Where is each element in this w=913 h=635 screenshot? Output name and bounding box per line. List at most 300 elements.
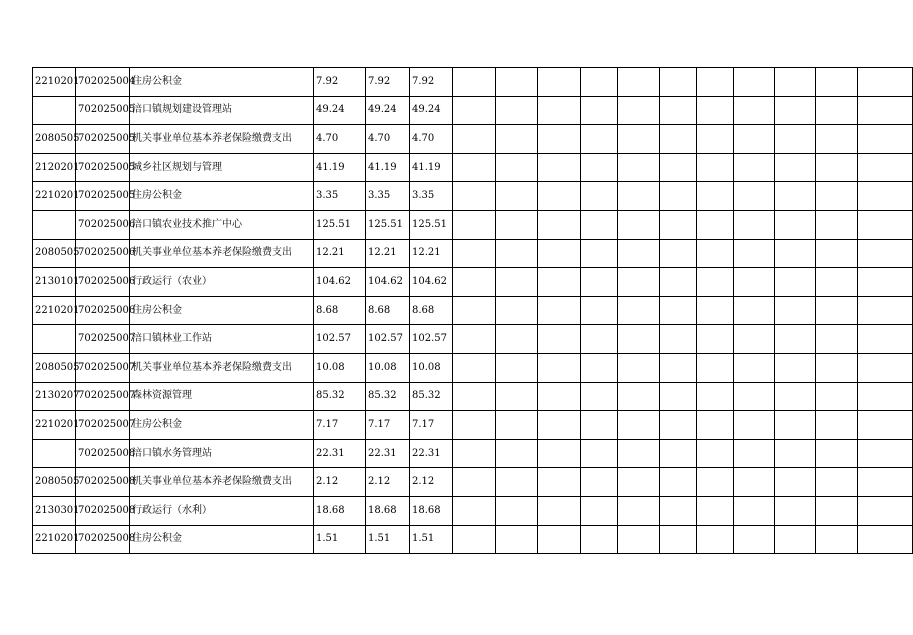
empty-cell <box>618 96 660 125</box>
empty-cell <box>858 325 913 354</box>
empty-cell <box>538 468 581 497</box>
empty-cell <box>538 353 581 382</box>
empty-cell <box>496 468 538 497</box>
unit-code-cell: 702025006 <box>76 210 130 239</box>
empty-cell <box>816 325 858 354</box>
empty-cell <box>734 153 775 182</box>
amount-basic-cell: 4.70 <box>410 125 453 154</box>
empty-cell <box>496 68 538 97</box>
empty-cell <box>816 182 858 211</box>
empty-cell <box>734 325 775 354</box>
amount-total-cell: 102.57 <box>314 325 366 354</box>
empty-cell <box>660 439 697 468</box>
empty-cell <box>453 296 496 325</box>
function-code-cell: 2130101 <box>33 268 76 297</box>
empty-cell <box>496 525 538 554</box>
empty-cell <box>496 382 538 411</box>
empty-cell <box>660 468 697 497</box>
empty-cell <box>858 411 913 440</box>
amount-basic-cell: 18.68 <box>410 496 453 525</box>
amount-basic-cell: 1.51 <box>410 525 453 554</box>
empty-cell <box>618 325 660 354</box>
empty-cell <box>453 353 496 382</box>
empty-cell <box>816 468 858 497</box>
empty-cell <box>453 411 496 440</box>
amount-total-cell: 125.51 <box>314 210 366 239</box>
function-code-cell: 2080505 <box>33 239 76 268</box>
empty-cell <box>453 182 496 211</box>
amount-subtotal-cell: 102.57 <box>366 325 410 354</box>
item-name-cell: 住房公积金 <box>130 182 314 211</box>
table-row <box>33 268 913 297</box>
empty-cell <box>734 496 775 525</box>
amount-subtotal-cell: 125.51 <box>366 210 410 239</box>
empty-cell <box>453 439 496 468</box>
empty-cell <box>697 382 734 411</box>
unit-code-cell: 702025006 <box>76 239 130 268</box>
empty-cell <box>538 325 581 354</box>
empty-cell <box>858 268 913 297</box>
empty-cell <box>775 182 816 211</box>
empty-cell <box>496 296 538 325</box>
amount-basic-cell: 3.35 <box>410 182 453 211</box>
amount-basic-cell: 85.32 <box>410 382 453 411</box>
table-row <box>33 468 913 497</box>
empty-cell <box>581 125 618 154</box>
table-body <box>33 68 913 554</box>
empty-cell <box>775 268 816 297</box>
empty-cell <box>858 439 913 468</box>
amount-total-cell: 7.17 <box>314 411 366 440</box>
empty-cell <box>618 210 660 239</box>
amount-basic-cell: 41.19 <box>410 153 453 182</box>
empty-cell <box>816 68 858 97</box>
empty-cell <box>581 96 618 125</box>
empty-cell <box>581 439 618 468</box>
empty-cell <box>660 296 697 325</box>
item-name-cell: 住房公积金 <box>130 296 314 325</box>
empty-cell <box>816 153 858 182</box>
table-row <box>33 353 913 382</box>
empty-cell <box>858 96 913 125</box>
empty-cell <box>775 496 816 525</box>
empty-cell <box>858 525 913 554</box>
function-code-cell: 2080505 <box>33 353 76 382</box>
table-row <box>33 525 913 554</box>
function-code-cell <box>33 325 76 354</box>
empty-cell <box>734 239 775 268</box>
empty-cell <box>858 382 913 411</box>
table-row <box>33 325 913 354</box>
empty-cell <box>618 125 660 154</box>
unit-code-cell: 702025007 <box>76 382 130 411</box>
amount-basic-cell: 2.12 <box>410 468 453 497</box>
empty-cell <box>775 210 816 239</box>
table-row <box>33 439 913 468</box>
empty-cell <box>697 353 734 382</box>
empty-cell <box>618 353 660 382</box>
empty-cell <box>816 525 858 554</box>
unit-code-cell: 702025008 <box>76 496 130 525</box>
unit-code-cell: 702025006 <box>76 268 130 297</box>
empty-cell <box>660 96 697 125</box>
function-code-cell <box>33 439 76 468</box>
unit-code-cell: 702025005 <box>76 182 130 211</box>
empty-cell <box>775 296 816 325</box>
empty-cell <box>816 411 858 440</box>
empty-cell <box>618 468 660 497</box>
table-row <box>33 96 913 125</box>
empty-cell <box>496 96 538 125</box>
empty-cell <box>775 125 816 154</box>
empty-cell <box>734 468 775 497</box>
item-name-cell: 机关事业单位基本养老保险缴费支出 <box>130 353 314 382</box>
amount-total-cell: 41.19 <box>314 153 366 182</box>
empty-cell <box>734 96 775 125</box>
empty-cell <box>538 525 581 554</box>
amount-subtotal-cell: 2.12 <box>366 468 410 497</box>
empty-cell <box>618 182 660 211</box>
empty-cell <box>775 382 816 411</box>
item-name-cell: 住房公积金 <box>130 411 314 440</box>
amount-total-cell: 8.68 <box>314 296 366 325</box>
amount-subtotal-cell: 1.51 <box>366 525 410 554</box>
amount-subtotal-cell: 49.24 <box>366 96 410 125</box>
amount-basic-cell: 22.31 <box>410 439 453 468</box>
amount-subtotal-cell: 22.31 <box>366 439 410 468</box>
empty-cell <box>858 468 913 497</box>
empty-cell <box>453 325 496 354</box>
function-code-cell: 2210201 <box>33 182 76 211</box>
empty-cell <box>581 411 618 440</box>
function-code-cell: 2120201 <box>33 153 76 182</box>
amount-basic-cell: 7.17 <box>410 411 453 440</box>
empty-cell <box>775 68 816 97</box>
empty-cell <box>775 525 816 554</box>
amount-basic-cell: 49.24 <box>410 96 453 125</box>
function-code-cell: 2210201 <box>33 411 76 440</box>
table-row <box>33 68 913 97</box>
function-code-cell: 2130301 <box>33 496 76 525</box>
empty-cell <box>660 210 697 239</box>
function-code-cell: 2080505 <box>33 468 76 497</box>
amount-basic-cell: 125.51 <box>410 210 453 239</box>
empty-cell <box>816 353 858 382</box>
amount-total-cell: 22.31 <box>314 439 366 468</box>
empty-cell <box>775 96 816 125</box>
empty-cell <box>618 439 660 468</box>
empty-cell <box>581 68 618 97</box>
amount-total-cell: 12.21 <box>314 239 366 268</box>
empty-cell <box>816 296 858 325</box>
empty-cell <box>775 439 816 468</box>
empty-cell <box>618 68 660 97</box>
empty-cell <box>858 210 913 239</box>
empty-cell <box>858 125 913 154</box>
item-name-cell: 行政运行（水利） <box>130 496 314 525</box>
unit-code-cell: 702025004 <box>76 68 130 97</box>
amount-subtotal-cell: 104.62 <box>366 268 410 297</box>
empty-cell <box>816 268 858 297</box>
empty-cell <box>697 325 734 354</box>
empty-cell <box>816 382 858 411</box>
empty-cell <box>660 182 697 211</box>
amount-subtotal-cell: 7.17 <box>366 411 410 440</box>
unit-code-cell: 702025008 <box>76 468 130 497</box>
function-code-cell: 2210201 <box>33 68 76 97</box>
empty-cell <box>697 268 734 297</box>
empty-cell <box>618 496 660 525</box>
empty-cell <box>581 353 618 382</box>
empty-cell <box>697 239 734 268</box>
empty-cell <box>496 125 538 154</box>
item-name-cell: 森林资源管理 <box>130 382 314 411</box>
item-name-cell: 涪口镇水务管理站 <box>130 439 314 468</box>
amount-total-cell: 4.70 <box>314 125 366 154</box>
empty-cell <box>538 182 581 211</box>
item-name-cell: 机关事业单位基本养老保险缴费支出 <box>130 239 314 268</box>
empty-cell <box>734 125 775 154</box>
empty-cell <box>538 125 581 154</box>
empty-cell <box>581 325 618 354</box>
empty-cell <box>581 182 618 211</box>
empty-cell <box>618 153 660 182</box>
empty-cell <box>775 353 816 382</box>
function-code-cell: 2210201 <box>33 525 76 554</box>
empty-cell <box>858 353 913 382</box>
item-name-cell: 机关事业单位基本养老保险缴费支出 <box>130 468 314 497</box>
empty-cell <box>697 96 734 125</box>
empty-cell <box>538 239 581 268</box>
empty-cell <box>775 468 816 497</box>
empty-cell <box>581 468 618 497</box>
empty-cell <box>697 525 734 554</box>
empty-cell <box>697 439 734 468</box>
amount-total-cell: 49.24 <box>314 96 366 125</box>
item-name-cell: 行政运行（农业） <box>130 268 314 297</box>
empty-cell <box>453 125 496 154</box>
unit-code-cell: 702025005 <box>76 96 130 125</box>
empty-cell <box>697 411 734 440</box>
amount-subtotal-cell: 7.92 <box>366 68 410 97</box>
empty-cell <box>816 439 858 468</box>
empty-cell <box>496 325 538 354</box>
function-code-cell: 2130207 <box>33 382 76 411</box>
amount-basic-cell: 8.68 <box>410 296 453 325</box>
amount-subtotal-cell: 18.68 <box>366 496 410 525</box>
amount-basic-cell: 102.57 <box>410 325 453 354</box>
item-name-cell: 住房公积金 <box>130 525 314 554</box>
unit-code-cell: 702025006 <box>76 296 130 325</box>
empty-cell <box>858 496 913 525</box>
empty-cell <box>496 182 538 211</box>
empty-cell <box>697 296 734 325</box>
empty-cell <box>496 496 538 525</box>
empty-cell <box>734 210 775 239</box>
empty-cell <box>581 525 618 554</box>
empty-cell <box>453 153 496 182</box>
empty-cell <box>538 496 581 525</box>
empty-cell <box>734 382 775 411</box>
empty-cell <box>453 496 496 525</box>
empty-cell <box>775 153 816 182</box>
unit-code-cell: 702025007 <box>76 353 130 382</box>
table-row <box>33 182 913 211</box>
table-row <box>33 125 913 154</box>
empty-cell <box>660 68 697 97</box>
empty-cell <box>538 210 581 239</box>
empty-cell <box>734 182 775 211</box>
empty-cell <box>453 68 496 97</box>
empty-cell <box>496 153 538 182</box>
item-name-cell: 涪口镇林业工作站 <box>130 325 314 354</box>
empty-cell <box>734 268 775 297</box>
empty-cell <box>496 411 538 440</box>
amount-basic-cell: 10.08 <box>410 353 453 382</box>
amount-total-cell: 1.51 <box>314 525 366 554</box>
empty-cell <box>453 468 496 497</box>
table-row <box>33 296 913 325</box>
empty-cell <box>697 210 734 239</box>
amount-subtotal-cell: 4.70 <box>366 125 410 154</box>
empty-cell <box>775 411 816 440</box>
empty-cell <box>697 125 734 154</box>
amount-subtotal-cell: 85.32 <box>366 382 410 411</box>
empty-cell <box>618 296 660 325</box>
empty-cell <box>660 496 697 525</box>
empty-cell <box>660 125 697 154</box>
empty-cell <box>538 96 581 125</box>
empty-cell <box>734 439 775 468</box>
empty-cell <box>734 296 775 325</box>
empty-cell <box>618 525 660 554</box>
empty-cell <box>734 68 775 97</box>
empty-cell <box>734 353 775 382</box>
amount-total-cell: 10.08 <box>314 353 366 382</box>
empty-cell <box>697 68 734 97</box>
empty-cell <box>538 296 581 325</box>
empty-cell <box>697 182 734 211</box>
empty-cell <box>660 153 697 182</box>
empty-cell <box>581 296 618 325</box>
empty-cell <box>660 411 697 440</box>
empty-cell <box>697 468 734 497</box>
empty-cell <box>581 268 618 297</box>
empty-cell <box>453 382 496 411</box>
empty-cell <box>660 268 697 297</box>
table-row <box>33 239 913 268</box>
empty-cell <box>660 525 697 554</box>
empty-cell <box>858 153 913 182</box>
empty-cell <box>858 296 913 325</box>
function-code-cell <box>33 210 76 239</box>
amount-basic-cell: 7.92 <box>410 68 453 97</box>
empty-cell <box>775 325 816 354</box>
table-row <box>33 382 913 411</box>
empty-cell <box>538 382 581 411</box>
unit-code-cell: 702025007 <box>76 411 130 440</box>
empty-cell <box>453 239 496 268</box>
empty-cell <box>660 325 697 354</box>
amount-basic-cell: 104.62 <box>410 268 453 297</box>
empty-cell <box>734 411 775 440</box>
empty-cell <box>496 353 538 382</box>
empty-cell <box>618 382 660 411</box>
empty-cell <box>858 182 913 211</box>
empty-cell <box>581 382 618 411</box>
empty-cell <box>858 68 913 97</box>
amount-total-cell: 18.68 <box>314 496 366 525</box>
function-code-cell: 2080505 <box>33 125 76 154</box>
amount-total-cell: 7.92 <box>314 68 366 97</box>
table-row <box>33 411 913 440</box>
empty-cell <box>618 239 660 268</box>
amount-subtotal-cell: 12.21 <box>366 239 410 268</box>
empty-cell <box>734 525 775 554</box>
item-name-cell: 机关事业单位基本养老保险缴费支出 <box>130 125 314 154</box>
amount-total-cell: 2.12 <box>314 468 366 497</box>
empty-cell <box>538 153 581 182</box>
empty-cell <box>660 353 697 382</box>
unit-code-cell: 702025008 <box>76 439 130 468</box>
amount-subtotal-cell: 41.19 <box>366 153 410 182</box>
function-code-cell: 2210201 <box>33 296 76 325</box>
unit-code-cell: 702025005 <box>76 125 130 154</box>
empty-cell <box>453 210 496 239</box>
empty-cell <box>581 239 618 268</box>
amount-total-cell: 3.35 <box>314 182 366 211</box>
empty-cell <box>816 239 858 268</box>
empty-cell <box>538 268 581 297</box>
empty-cell <box>496 239 538 268</box>
unit-code-cell: 702025005 <box>76 153 130 182</box>
empty-cell <box>581 496 618 525</box>
amount-subtotal-cell: 3.35 <box>366 182 410 211</box>
budget-table <box>32 67 913 554</box>
empty-cell <box>816 496 858 525</box>
empty-cell <box>816 210 858 239</box>
empty-cell <box>453 96 496 125</box>
empty-cell <box>697 153 734 182</box>
empty-cell <box>858 239 913 268</box>
amount-total-cell: 85.32 <box>314 382 366 411</box>
function-code-cell <box>33 96 76 125</box>
item-name-cell: 城乡社区规划与管理 <box>130 153 314 182</box>
empty-cell <box>538 439 581 468</box>
amount-subtotal-cell: 10.08 <box>366 353 410 382</box>
empty-cell <box>775 239 816 268</box>
empty-cell <box>816 125 858 154</box>
empty-cell <box>496 439 538 468</box>
unit-code-cell: 702025007 <box>76 325 130 354</box>
unit-code-cell: 702025008 <box>76 525 130 554</box>
empty-cell <box>496 268 538 297</box>
empty-cell <box>618 411 660 440</box>
table-row <box>33 496 913 525</box>
item-name-cell: 住房公积金 <box>130 68 314 97</box>
amount-subtotal-cell: 8.68 <box>366 296 410 325</box>
empty-cell <box>660 239 697 268</box>
empty-cell <box>581 210 618 239</box>
amount-basic-cell: 12.21 <box>410 239 453 268</box>
empty-cell <box>496 210 538 239</box>
empty-cell <box>618 268 660 297</box>
item-name-cell: 涪口镇农业技术推广中心 <box>130 210 314 239</box>
empty-cell <box>816 96 858 125</box>
empty-cell <box>538 68 581 97</box>
empty-cell <box>538 411 581 440</box>
empty-cell <box>697 496 734 525</box>
